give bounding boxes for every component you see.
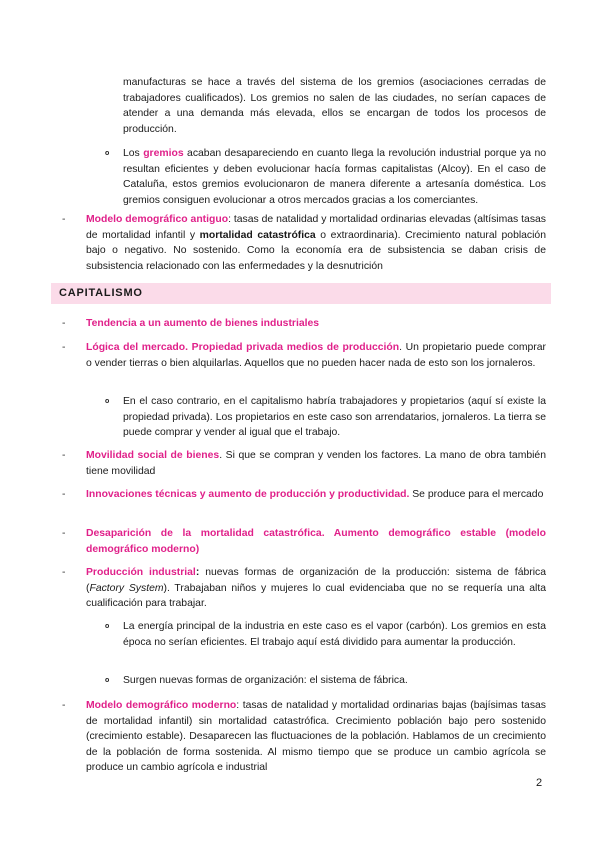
keyword-modelo-antiguo: Modelo demográfico antiguo	[86, 214, 229, 225]
dash-marker: -	[62, 700, 66, 711]
bullet-icon: o	[105, 398, 110, 405]
page-number: 2	[536, 777, 543, 789]
continued-paragraph: manufacturas se hace a través del sistema de los gremios (asociaciones cerradas de trabajadores cualificados). Los gremios no salen de las ciudades, no serían capaces de atender a una demanda más elevada, ellos se encargan de todos los procesos de producción.	[123, 77, 546, 135]
bullet-icon: o	[105, 150, 110, 157]
dash-marker: -	[62, 567, 66, 578]
keyword-modelo-moderno: Modelo demográfico moderno	[86, 700, 237, 711]
list-item-modelo-antiguo: - Modelo demográfico antiguo: tasas de natalidad y mortalidad ordinarias elevadas (altísimas tasas de mortalidad infantil y mortalidad catastrófica o extraordinaria). Crecimiento natural población bajo o negativo. No sostenido. Como la economía era de subsistencia se daban crisis de subsistencia relacionado con las enfermedades y la desnutrición	[62, 214, 547, 272]
keyword-desaparicion: Desaparición de la mortalidad catastrófica. Aumento demográfico estable (modelo demográfico moderno)	[86, 528, 546, 555]
list-item-produccion-sub1: o La energía principal de la industria en este caso es el vapor (carbón). Los gremios en esta época no serían eficientes. El trabajo aquí está dividido para aumentar la producción.	[105, 621, 546, 648]
section-title: CAPITALISMO	[59, 287, 143, 299]
bullet-icon: o	[105, 677, 110, 684]
keyword-innovaciones: Innovaciones técnicas y aumento de producción y productividad.	[86, 489, 410, 500]
list-item-produccion-sub2: o Surgen nuevas formas de organización: el sistema de fábrica.	[123, 673, 546, 689]
list-item-innovaciones: - Innovaciones técnicas y aumento de producción y productividad. Se produce para el mercado	[86, 487, 546, 503]
list-item-gremios: o Los gremios acaban desapareciendo en cuanto llega la revolución industrial porque ya no resultan eficientes y deben evolucionar hacía formas capitalistas (Alcoy). En el caso de Cataluña, estos gremios evolucionaron de manera diferente a artesanía doméstica. Los gremios consiguen evolucionar a otros mercados gracias a los comerciantes.	[105, 148, 546, 206]
list-item-produccion: - Producción industrial: nuevas formas de organización de la producción: sistema de fábrica (Factory System). Trabajaban niños y mujeres lo cual evidenciaba que no se requería una alta cualificación para trabajar.	[62, 567, 546, 609]
keyword-produccion: Producción industrial	[86, 567, 196, 578]
dash-marker: -	[62, 318, 66, 329]
dash-marker: -	[62, 450, 66, 461]
list-item-logica: - Lógica del mercado. Propiedad privada medios de producción. Un propietario puede comprar o vender tierras o bien alquilarlas. Aquellos que no pueden hacer nada de esto son los jornaleros.	[62, 342, 546, 369]
dash-marker: -	[62, 214, 66, 225]
list-item-desaparicion	[62, 526, 546, 557]
keyword-gremios: gremios	[143, 148, 184, 159]
keyword-logica: Lógica del mercado. Propiedad privada medios de producción	[86, 342, 400, 353]
dash-marker: -	[62, 489, 66, 500]
list-item-modelo-moderno: - Modelo demográfico moderno: tasas de natalidad y mortalidad ordinarias bajas (bajísimas tasas de mortalidad infantil) sin mortalidad catastrófica. Crecimiento población bajo pero sostenido (crecimiento estable). Desaparecen las fluctuaciones de la población. Hablamos de un crecimiento de la población de forma sostenida. Al mismo tiempo que se produce un cambio agrícola se produce un cambio agrícola e industrial	[62, 700, 546, 773]
list-item-logica-sub: o En el caso contrario, en el capitalismo habría trabajadores y propietarios (aquí sí existe la propiedad privada). Los propietarios en este caso son arrendatarios, jornaleros. La tierra se puede comprar y vender al igual que el trabajo.	[105, 396, 546, 438]
list-item-movilidad: - Movilidad social de bienes. Si que se compran y venden los factores. La mano de obra también tiene movilidad	[62, 450, 546, 477]
dash-marker: -	[62, 528, 66, 539]
keyword-movilidad: Movilidad social de bienes	[86, 450, 220, 461]
list-item-tendencia	[62, 316, 546, 332]
dash-marker: -	[62, 342, 66, 353]
bullet-icon: o	[105, 623, 110, 630]
section-header-capitalismo	[51, 283, 551, 304]
keyword-tendencia: Tendencia a un aumento de bienes industriales	[86, 318, 320, 329]
